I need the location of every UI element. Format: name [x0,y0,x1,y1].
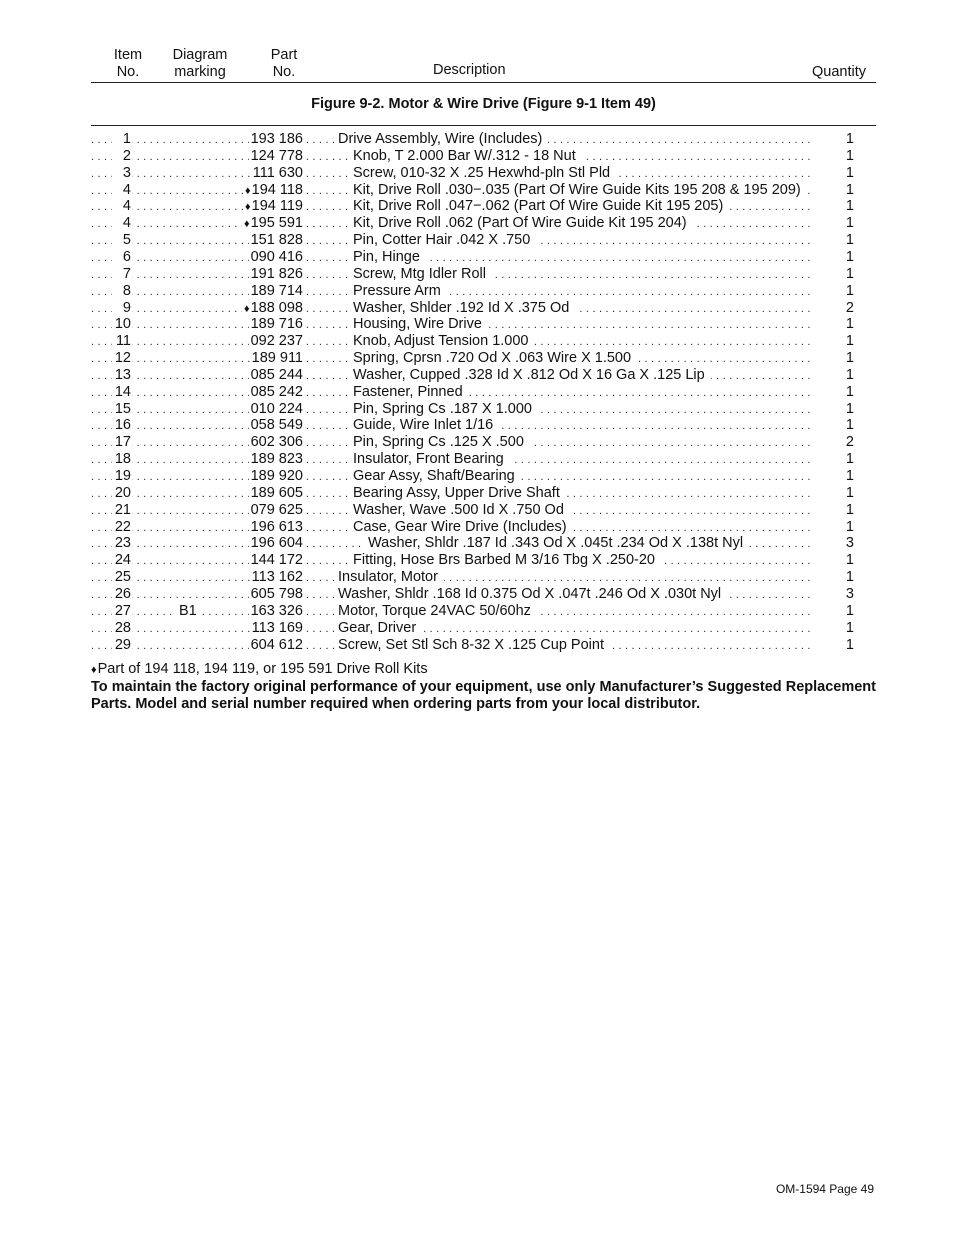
part-number [242,215,305,233]
header-part-no-line1: Part [270,47,298,63]
part-description: Washer, Cupped .328 Id X .812 Od X 16 Ga X .125 Lip [349,367,711,384]
part-number [249,266,305,283]
header-diagram-marking-line2: marking [174,63,226,80]
header-item-no [108,47,148,80]
item-number: 14 [112,384,132,401]
part-number-text: 113 169 [251,619,303,636]
part-row [0,586,954,603]
part-description: Motor, Torque 24VAC 50/60hz [334,603,537,620]
part-quantity: 1 [838,637,854,654]
part-number-text: 604 612 [250,636,303,653]
part-row [0,485,954,502]
part-number-text: 144 172 [250,552,303,569]
part-row [0,535,954,552]
part-description: Pin, Spring Cs .187 X 1.000 [349,401,538,418]
part-number [250,569,305,586]
part-description: Fastener, Pinned [349,384,469,401]
part-row [0,198,954,215]
part-number-text: 602 306 [250,434,303,451]
part-number [249,333,305,350]
diamond-icon: ♦ [243,218,250,231]
part-number-text: 191 826 [250,265,303,282]
part-quantity: 2 [838,434,854,451]
item-number: 1 [112,131,132,148]
part-number-text: 193 186 [250,131,303,147]
part-number [250,620,305,637]
dot-leader [91,569,836,587]
part-number-text: 151 828 [250,232,303,249]
part-quantity: 1 [838,316,854,333]
part-description: Pin, Spring Cs .125 X .500 [349,434,530,451]
part-number-text: 194 119 [251,198,303,215]
part-description: Case, Gear Wire Drive (Includes) [349,519,573,536]
part-quantity: 3 [838,535,854,552]
part-row [0,417,954,434]
part-description: Washer, Shldr .168 Id 0.375 Od X .047t .246 Od X .030t Nyl [334,586,727,603]
part-quantity: 1 [838,485,854,502]
part-description: Kit, Drive Roll .047−.062 (Part Of Wire Guide Kit 195 205) [349,198,729,215]
replacement-parts-notice: To maintain the factory original performance of your equipment, use only Manufacturer’s Suggested Replacement Parts. Model and serial number required when ordering parts from your local distributor. [91,679,876,712]
part-number-text: 111 630 [252,164,303,181]
diamond-icon: ♦ [243,302,250,315]
part-quantity: 1 [838,367,854,384]
part-number [249,502,305,519]
part-number-text: 090 416 [250,248,303,265]
diamond-icon: ♦ [245,201,251,214]
item-number: 12 [112,350,132,367]
part-number [243,198,305,216]
part-number [251,165,305,182]
item-number: 23 [112,535,132,552]
item-number: 11 [112,333,132,350]
part-quantity: 1 [838,266,854,283]
part-quantity: 1 [838,215,854,232]
header-item-no-line1: Item [113,47,143,63]
item-number: 21 [112,502,132,519]
item-number: 6 [112,249,132,266]
part-quantity: 1 [838,384,854,401]
item-number: 7 [112,266,132,283]
part-number-text: 163 326 [250,602,303,619]
part-row [0,552,954,569]
item-number: 4 [112,182,132,199]
part-row [0,451,954,468]
part-number [249,519,305,536]
part-row [0,249,954,266]
part-number [249,434,305,451]
title-divider [91,125,876,126]
part-description: Screw, Mtg Idler Roll [349,266,492,283]
part-description: Pin, Hinge [349,249,426,266]
part-description: Washer, Wave .500 Id X .750 Od [349,502,570,519]
part-number-text: 079 625 [250,501,303,518]
part-description: Gear Assy, Shaft/Bearing [349,468,521,485]
part-number-text: 085 242 [250,383,303,400]
item-number: 5 [112,232,132,249]
item-number: 16 [112,417,132,434]
part-quantity: 2 [838,300,854,317]
part-quantity: 1 [838,417,854,434]
part-row [0,316,954,333]
part-row [0,519,954,536]
item-number: 8 [112,283,132,300]
part-quantity: 1 [838,333,854,350]
header-diagram-marking [166,47,234,80]
part-number-text: 189 911 [251,350,303,367]
part-quantity: 1 [838,182,854,199]
footnote-text: Part of 194 118, 194 119, or 195 591 Drive Roll Kits [97,661,428,677]
part-number [250,350,305,367]
part-row [0,401,954,418]
part-row [0,333,954,350]
part-description: Fitting, Hose Brs Barbed M 3/16 Tbg X .250-20 [349,552,661,569]
part-number-text: 188 098 [250,299,303,316]
part-row [0,637,954,654]
header-part-no [264,47,304,80]
part-number-text: 195 591 [250,215,303,232]
part-number [249,485,305,502]
part-number-text: 189 823 [250,451,303,468]
part-number [249,603,305,620]
part-quantity: 1 [838,552,854,569]
item-number: 2 [112,148,132,165]
part-number-text: 058 549 [250,417,303,434]
footnote [91,661,428,677]
part-quantity: 1 [838,519,854,536]
part-description: Pin, Cotter Hair .042 X .750 [349,232,536,249]
part-number-text: 196 604 [250,535,303,552]
part-number-text: 605 798 [250,585,303,602]
item-number: 27 [112,603,132,620]
diagram-marking: B1 [176,603,200,620]
part-description: Kit, Drive Roll .062 (Part Of Wire Guide Kit 195 204) [349,215,693,232]
part-description: Housing, Wire Drive [349,316,488,333]
part-quantity: 1 [838,603,854,620]
part-number [249,451,305,468]
part-description: Knob, Adjust Tension 1.000 [349,333,534,350]
part-number-text: 189 605 [250,484,303,501]
part-row [0,350,954,367]
part-description: Bearing Assy, Upper Drive Shaft [349,485,566,502]
dot-leader [91,620,836,638]
item-number: 13 [112,367,132,384]
item-number: 15 [112,401,132,418]
part-row [0,620,954,637]
part-quantity: 1 [838,198,854,215]
part-quantity: 1 [838,620,854,637]
part-number [249,586,305,603]
part-number-text: 189 716 [250,316,303,333]
diamond-icon: ♦ [245,184,251,197]
item-number: 19 [112,468,132,485]
part-row [0,283,954,300]
part-number [249,637,305,654]
item-number: 20 [112,485,132,502]
part-quantity: 1 [838,569,854,586]
item-number: 10 [112,316,132,333]
part-number [249,131,305,148]
part-description: Gear, Driver [334,620,422,637]
part-number [249,249,305,266]
part-description: Pressure Arm [349,283,447,300]
part-row [0,131,954,148]
part-number-text: 189 714 [250,282,303,299]
part-number-text: 010 224 [250,400,303,417]
part-description: Insulator, Front Bearing [349,451,510,468]
part-row [0,502,954,519]
part-number-text: 085 244 [250,366,303,383]
part-quantity: 1 [838,249,854,266]
part-description: Insulator, Motor [334,569,444,586]
part-description: Washer, Shldr .187 Id .343 Od X .045t .234 Od X .138t Nyl [364,535,749,552]
part-row [0,468,954,485]
part-row [0,148,954,165]
part-number [249,316,305,333]
part-number-text: 092 237 [250,333,303,350]
item-number: 3 [112,165,132,182]
part-description: Knob, T 2.000 Bar W/.312 - 18 Nut [349,148,582,165]
item-number: 25 [112,569,132,586]
part-number [249,552,305,569]
part-row [0,367,954,384]
item-number: 9 [112,300,132,317]
part-number [249,468,305,485]
part-quantity: 1 [838,148,854,165]
part-number-text: 194 118 [251,181,303,198]
part-number [249,283,305,300]
part-row [0,434,954,451]
part-description: Screw, 010-32 X .25 Hexwhd-pln Stl Pld [349,165,616,182]
item-number: 24 [112,552,132,569]
diamond-icon: ♦ [91,664,97,676]
item-number: 29 [112,637,132,654]
part-row [0,165,954,182]
item-number: 28 [112,620,132,637]
part-quantity: 1 [838,131,854,148]
dot-leader [91,249,836,267]
part-quantity: 1 [838,350,854,367]
part-number-text: 196 613 [250,518,303,535]
part-row [0,182,954,199]
part-number [242,300,305,318]
item-number: 22 [112,519,132,536]
part-description: Kit, Drive Roll .030−.035 (Part Of Wire Guide Kits 195 208 & 195 209) [349,182,807,199]
part-row [0,232,954,249]
page-number: OM-1594 Page 49 [775,1182,874,1196]
part-row [0,300,954,317]
header-divider [91,82,876,83]
part-quantity: 1 [838,283,854,300]
header-part-no-line2: No. [272,63,296,80]
part-description: Screw, Set Stl Sch 8-32 X .125 Cup Point [334,637,610,654]
part-quantity: 1 [838,451,854,468]
item-number: 4 [112,198,132,215]
part-number [249,417,305,434]
part-quantity: 1 [838,232,854,249]
part-description: Guide, Wire Inlet 1/16 [349,417,499,434]
part-quantity: 3 [838,586,854,603]
figure-title: Figure 9-2. Motor & Wire Drive (Figure 9-1 Item 49) [311,96,656,112]
item-number: 18 [112,451,132,468]
part-quantity: 1 [838,165,854,182]
part-number-text: 189 920 [250,468,303,484]
item-number: 26 [112,586,132,603]
part-quantity: 1 [838,468,854,485]
part-description: Spring, Cprsn .720 Od X .063 Wire X 1.500 [349,350,637,367]
part-description: Drive Assembly, Wire (Includes) [334,131,548,148]
part-number [249,384,305,401]
part-row [0,603,954,620]
header-description: Description [433,62,506,78]
part-number [249,535,305,552]
header-quantity: Quantity [812,64,866,80]
part-number [243,182,305,200]
part-row [0,569,954,586]
part-number [249,232,305,249]
part-number [249,367,305,384]
part-row [0,215,954,232]
part-description: Washer, Shlder .192 Id X .375 Od [349,300,575,317]
dot-leader [91,283,836,301]
part-quantity: 1 [838,401,854,418]
item-number: 17 [112,434,132,451]
item-number: 4 [112,215,132,232]
part-number [249,401,305,418]
header-diagram-marking-line1: Diagram [172,47,228,63]
part-number [249,148,305,165]
header-item-no-line2: No. [116,63,140,80]
part-row [0,266,954,283]
part-quantity: 1 [838,502,854,519]
part-row [0,384,954,401]
part-number-text: 124 778 [250,147,303,164]
part-number-text: 113 162 [251,569,303,586]
